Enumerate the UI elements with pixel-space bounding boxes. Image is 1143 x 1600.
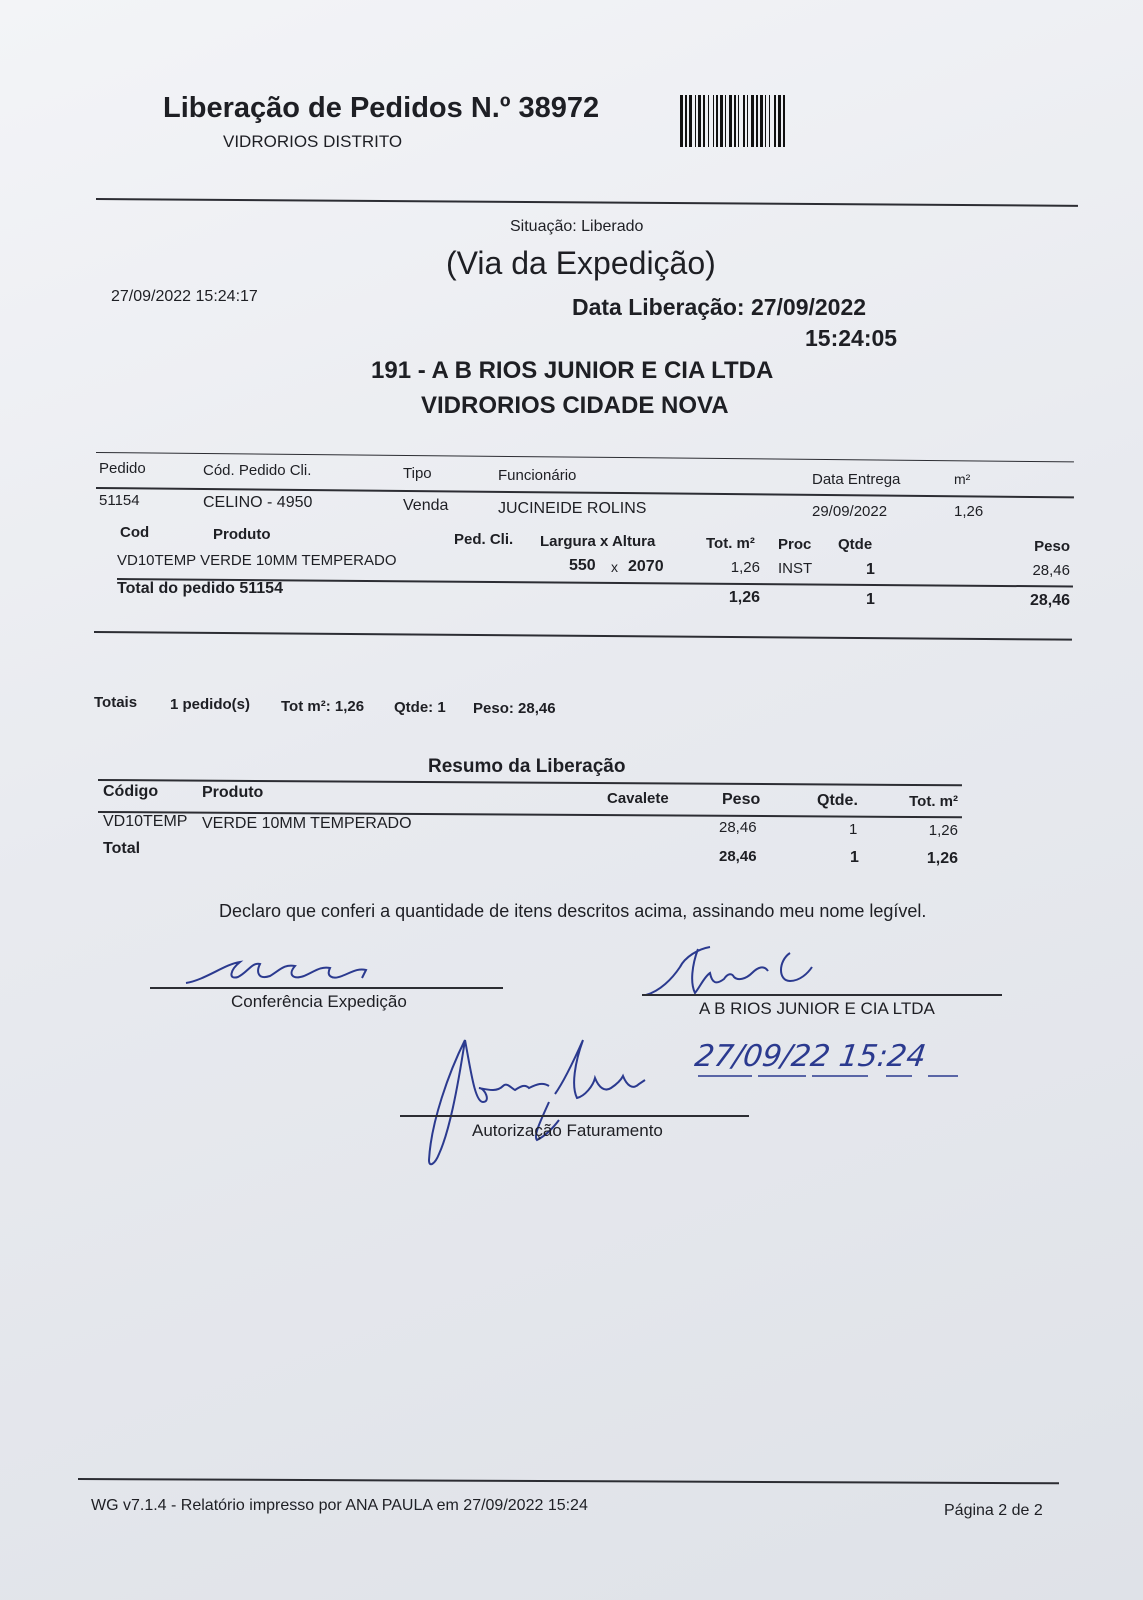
summary-total-peso: 28,46 (719, 848, 757, 865)
items-col-proc: Proc (778, 536, 812, 553)
order-total-m2: 1,26 (728, 589, 760, 606)
items-col-peso: Peso (1034, 538, 1070, 555)
release-time: 15:24:05 (805, 325, 898, 351)
header-divider (96, 198, 1078, 207)
footer-printed-by: WG v7.1.4 - Relatório impresso por ANA PAULA em 27/09/2022 15:24 (91, 1497, 588, 1514)
footer-line (78, 1478, 1059, 1484)
company-signature-line (642, 994, 1002, 996)
order-cod-pedido-cli: CELINO - 4950 (203, 494, 313, 511)
summary-row-peso: 28,46 (719, 819, 757, 836)
order-total-peso: 28,46 (1029, 592, 1070, 609)
company-signature (640, 943, 850, 1001)
status-text: Situação: Liberado (510, 218, 644, 235)
printed-timestamp: 27/09/2022 15:24:17 (111, 288, 258, 305)
summary-title: Resumo da Liberação (428, 756, 626, 777)
release-date: Data Liberação: 27/09/2022 (572, 294, 867, 320)
items-col-tot-m2: Tot. m² (706, 535, 755, 552)
order-data-entrega: 29/09/2022 (812, 503, 888, 520)
company-name: VIDRORIOS DISTRITO (223, 132, 403, 151)
items-col-qtde: Qtde (838, 536, 873, 553)
summary-row-codigo: VD10TEMP (103, 813, 188, 830)
item-peso: 28,46 (1032, 562, 1070, 579)
items-col-ped-cli: Ped. Cli. (454, 531, 514, 548)
summary-col-tot-m2: Tot. m² (909, 793, 958, 810)
item-altura: 2070 (628, 558, 664, 575)
handwritten-date-text: 27/09/22 15:24 (692, 1039, 929, 1074)
summary-col-qtde: Qtde. (817, 792, 858, 809)
order-funcionario: JUCINEIDE ROLINS (498, 500, 647, 517)
summary-col-cavalete: Cavalete (607, 790, 669, 807)
autorizacao-signature (425, 1032, 670, 1172)
client-store: VIDRORIOS CIDADE NOVA (421, 392, 729, 419)
col-cod-pedido-cli: Cód. Pedido Cli. (203, 462, 312, 479)
totals-peso: Peso: 28,46 (473, 700, 556, 717)
order-m2: 1,26 (954, 503, 984, 520)
footer-page-number: Página 2 de 2 (944, 1502, 1043, 1519)
item-largura: 550 (569, 557, 596, 574)
order-total-label: Total do pedido 51154 (117, 580, 283, 597)
col-funcionario: Funcionário (498, 467, 577, 484)
summary-total-label: Total (103, 840, 141, 857)
order-total-qtde: 1 (866, 591, 875, 608)
summary-col-peso: Peso (722, 791, 761, 808)
copy-label: (Via da Expedição) (446, 245, 716, 281)
conferencia-line (150, 987, 503, 989)
summary-row-qtde: 1 (849, 821, 858, 838)
item-proc: INST (778, 560, 813, 577)
conferencia-label: Conferência Expedição (231, 992, 407, 1011)
summary-total-qtde: 1 (850, 849, 859, 866)
autorizacao-label: Autorização Faturamento (472, 1121, 663, 1140)
item-tot-m2: 1,26 (730, 559, 760, 576)
order-table-top-line (96, 452, 1074, 462)
summary-row-produto: VERDE 10MM TEMPERADO (202, 815, 412, 832)
handwritten-date (690, 1036, 980, 1084)
col-m2: m² (954, 471, 971, 487)
col-pedido: Pedido (99, 460, 146, 477)
items-col-cod: Cod (120, 524, 150, 541)
order-table-bottom-line (94, 631, 1072, 641)
summary-total-tot-m2: 1,26 (926, 850, 958, 867)
totals-tot-m2: Tot m²: 1,26 (281, 698, 365, 715)
totals-qtde: Qtde: 1 (394, 699, 446, 716)
company-signature-label: A B RIOS JUNIOR E CIA LTDA (699, 999, 935, 1018)
item-dim-x: x (611, 559, 618, 575)
totals-pedidos: 1 pedido(s) (170, 696, 251, 713)
col-data-entrega: Data Entrega (812, 471, 901, 488)
col-tipo: Tipo (403, 465, 432, 482)
summary-col-codigo: Código (103, 783, 159, 800)
declaration-text: Declaro que conferi a quantidade de itens descritos acima, assinando meu nome legível. (219, 901, 927, 921)
items-col-produto: Produto (213, 526, 271, 543)
item-qtde: 1 (866, 561, 875, 578)
autorizacao-line (400, 1115, 749, 1117)
summary-col-produto: Produto (202, 784, 264, 801)
summary-row-tot-m2: 1,26 (928, 822, 958, 839)
order-tipo: Venda (403, 497, 449, 514)
totals-label: Totais (94, 694, 138, 711)
item-cod-produto: VD10TEMP VERDE 10MM TEMPERADO (117, 552, 397, 569)
document-title: Liberação de Pedidos N.º 38972 (163, 92, 600, 124)
order-pedido: 51154 (99, 492, 140, 509)
conferencia-signature (180, 958, 380, 988)
barcode-icon (680, 95, 856, 149)
client-name: 191 - A B RIOS JUNIOR E CIA LTDA (371, 357, 774, 384)
items-col-largura-altura: Largura x Altura (540, 533, 656, 550)
